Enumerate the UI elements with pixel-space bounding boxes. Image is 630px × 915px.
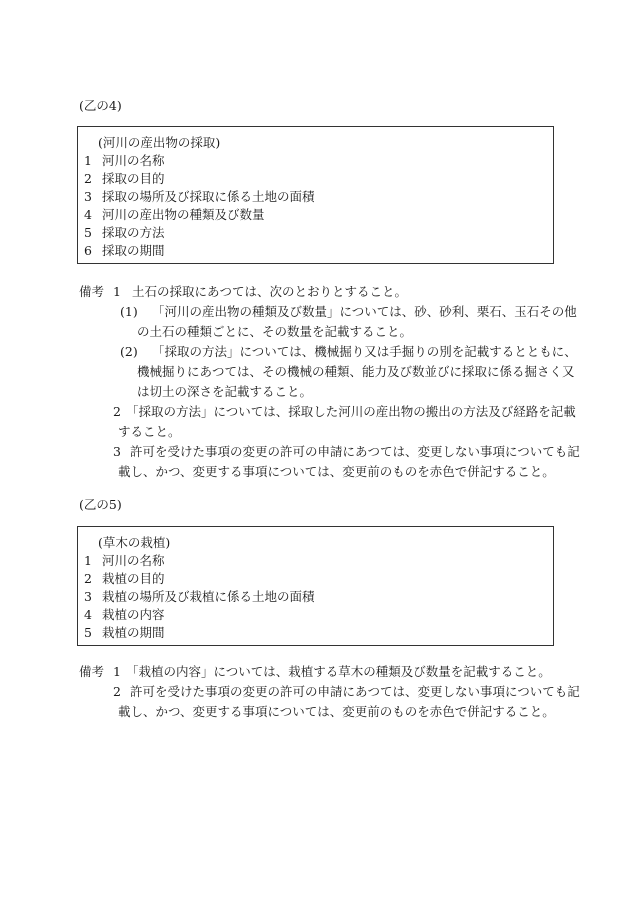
item-number: 5	[84, 625, 92, 640]
form-box-otsu4	[77, 126, 554, 264]
note-number: 3	[113, 444, 121, 459]
subnote-text: は切土の深さを記載すること。	[137, 384, 313, 399]
item-number: 3	[84, 589, 92, 604]
subnote-number: (2)	[120, 344, 138, 359]
note-text: 載し、かつ、変更する事項については、変更前のものを赤色で併記すること。	[118, 704, 555, 719]
item-number: 1	[84, 553, 92, 568]
note-number: 2	[113, 404, 121, 419]
item-number: 2	[84, 571, 92, 586]
item-number: 2	[84, 171, 92, 186]
item-text: 栽植の内容	[102, 607, 165, 622]
notes-heading: 備考	[79, 664, 105, 679]
box-title: (草木の栽植)	[98, 535, 171, 550]
item-text: 採取の方法	[102, 225, 165, 240]
item-number: 3	[84, 189, 92, 204]
note-text: 許可を受けた事項の変更の許可の申請にあつては、変更しない事項についても記	[130, 444, 580, 459]
item-number: 4	[84, 607, 92, 622]
notes-heading: 備考	[79, 284, 105, 299]
item-text: 栽植の目的	[102, 571, 165, 586]
note-number: 2	[113, 684, 121, 699]
item-text: 栽植の期間	[102, 625, 165, 640]
section-label-otsu5: (乙の5)	[79, 497, 122, 512]
subnote-text: 「河川の産出物の種類及び数量」については、砂、砂利、栗石、玉石その他	[152, 304, 577, 319]
item-text: 採取の場所及び採取に係る土地の面積	[102, 189, 315, 204]
subnote-text: 機械掘りにあつては、その機械の種類、能力及び数並びに採取に係る掘さく又	[137, 364, 575, 379]
item-number: 5	[84, 225, 92, 240]
item-number: 6	[84, 243, 92, 258]
box-title: (河川の産出物の採取)	[98, 135, 221, 150]
item-text: 栽植の場所及び栽植に係る土地の面積	[102, 589, 315, 604]
item-number: 1	[84, 153, 92, 168]
item-text: 河川の名称	[102, 153, 165, 168]
note-text: 土石の採取にあつては、次のとおりとすること。	[132, 284, 408, 299]
subnote-number: (1)	[120, 304, 138, 319]
subnote-text: の土石の種類ごとに、その数量を記載すること。	[137, 324, 413, 339]
note-number: 1	[113, 664, 121, 679]
item-text: 採取の期間	[102, 243, 165, 258]
note-text: すること。	[118, 424, 181, 439]
form-box-otsu5	[77, 526, 554, 646]
item-text: 採取の目的	[102, 171, 165, 186]
note-text: 「採取の方法」については、採取した河川の産出物の搬出の方法及び経路を記載	[126, 404, 576, 419]
note-text: 「栽植の内容」については、栽植する草木の種類及び数量を記載すること。	[126, 664, 551, 679]
item-text: 河川の名称	[102, 553, 165, 568]
note-text: 許可を受けた事項の変更の許可の申請にあつては、変更しない事項についても記	[130, 684, 580, 699]
item-text: 河川の産出物の種類及び数量	[102, 207, 265, 222]
item-number: 4	[84, 207, 92, 222]
section-label-otsu4: (乙の4)	[79, 98, 122, 113]
note-number: 1	[113, 284, 121, 299]
subnote-text: 「採取の方法」については、機械掘り又は手掘りの別を記載するとともに、	[152, 344, 577, 359]
note-text: 載し、かつ、変更する事項については、変更前のものを赤色で併記すること。	[118, 464, 555, 479]
